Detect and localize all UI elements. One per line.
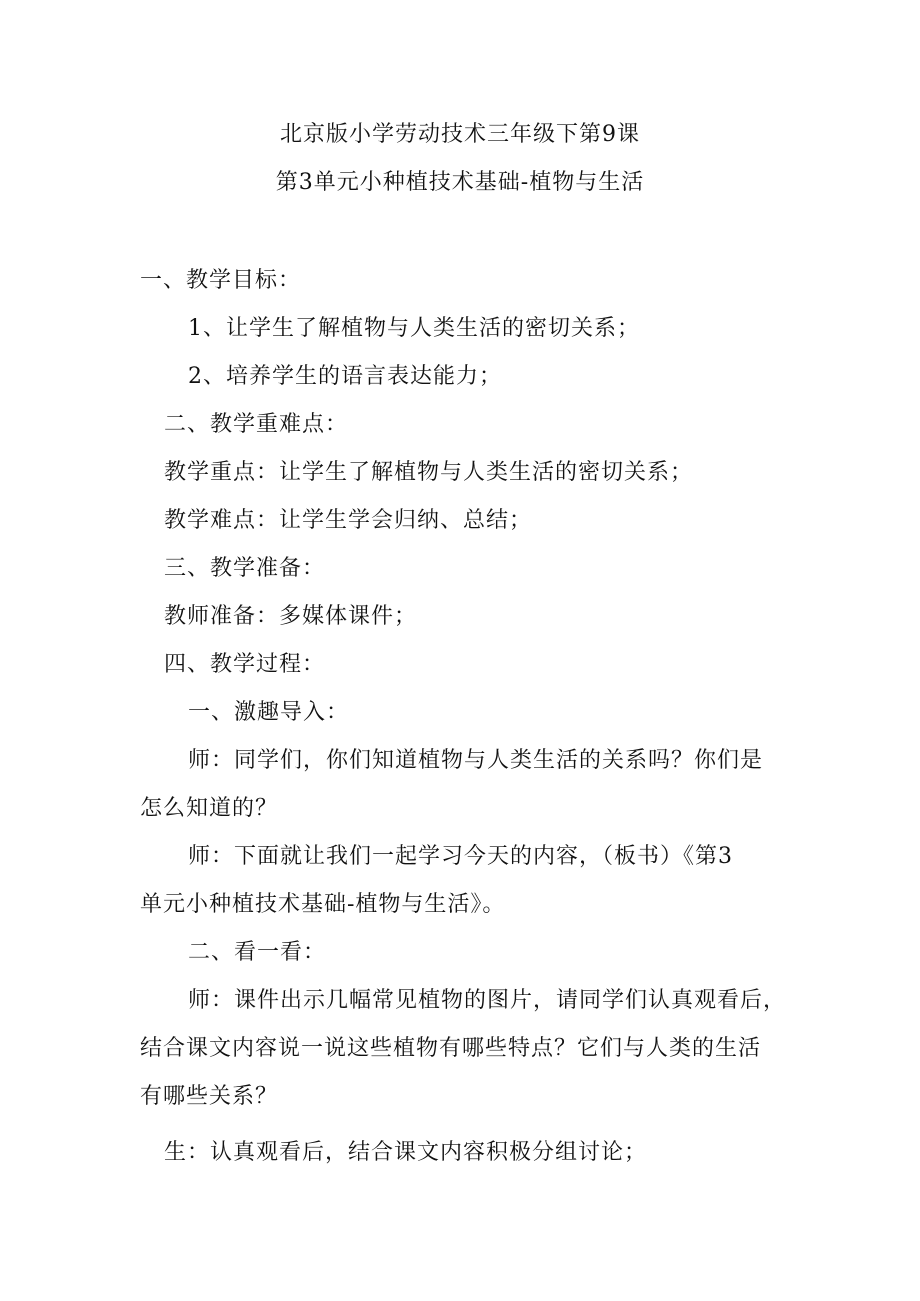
paragraph-line: 单元小种植技术基础-植物与生活》。 (140, 892, 506, 917)
paragraph-line: 怎么知道的？ (140, 796, 279, 821)
subsection-heading: 二、看一看： (188, 940, 327, 965)
paragraph-line: 教学重点：让学生了解植物与人类生活的密切关系； (164, 460, 694, 485)
paragraph-line: 教学难点：让学生学会归纳、总结； (164, 508, 533, 533)
paragraph-line: 师：下面就让我们一起学习今天的内容，（板书）《第3 (188, 844, 733, 869)
paragraph-line: 师：同学们，你们知道植物与人类生活的关系吗？你们是 (188, 748, 764, 773)
section-heading: 四、教学过程： (164, 652, 326, 677)
section-heading: 一、教学目标： (140, 268, 302, 293)
paragraph-line: 1、让学生了解植物与人类生活的密切关系； (188, 316, 640, 341)
section-heading: 三、教学准备： (164, 556, 326, 581)
paragraph-line: 教师准备：多媒体课件； (164, 604, 418, 629)
paragraph-line: 师：课件出示几幅常见植物的图片，请同学们认真观看后， (188, 988, 787, 1013)
paragraph-line: 有哪些关系？ (140, 1084, 279, 1109)
paragraph-line: 生：认真观看后，结合课文内容积极分组讨论； (164, 1140, 648, 1165)
subsection-heading: 一、激趣导入： (188, 700, 350, 725)
paragraph-line: 2、培养学生的语言表达能力； (188, 364, 502, 389)
document-title: 北京版小学劳动技术三年级下第9课 (280, 122, 640, 147)
document-subtitle: 第3单元小种植技术基础-植物与生活 (275, 170, 645, 195)
section-heading: 二、教学重难点： (164, 412, 349, 437)
paragraph-line: 结合课文内容说一说这些植物有哪些特点？它们与人类的生活 (140, 1036, 762, 1061)
